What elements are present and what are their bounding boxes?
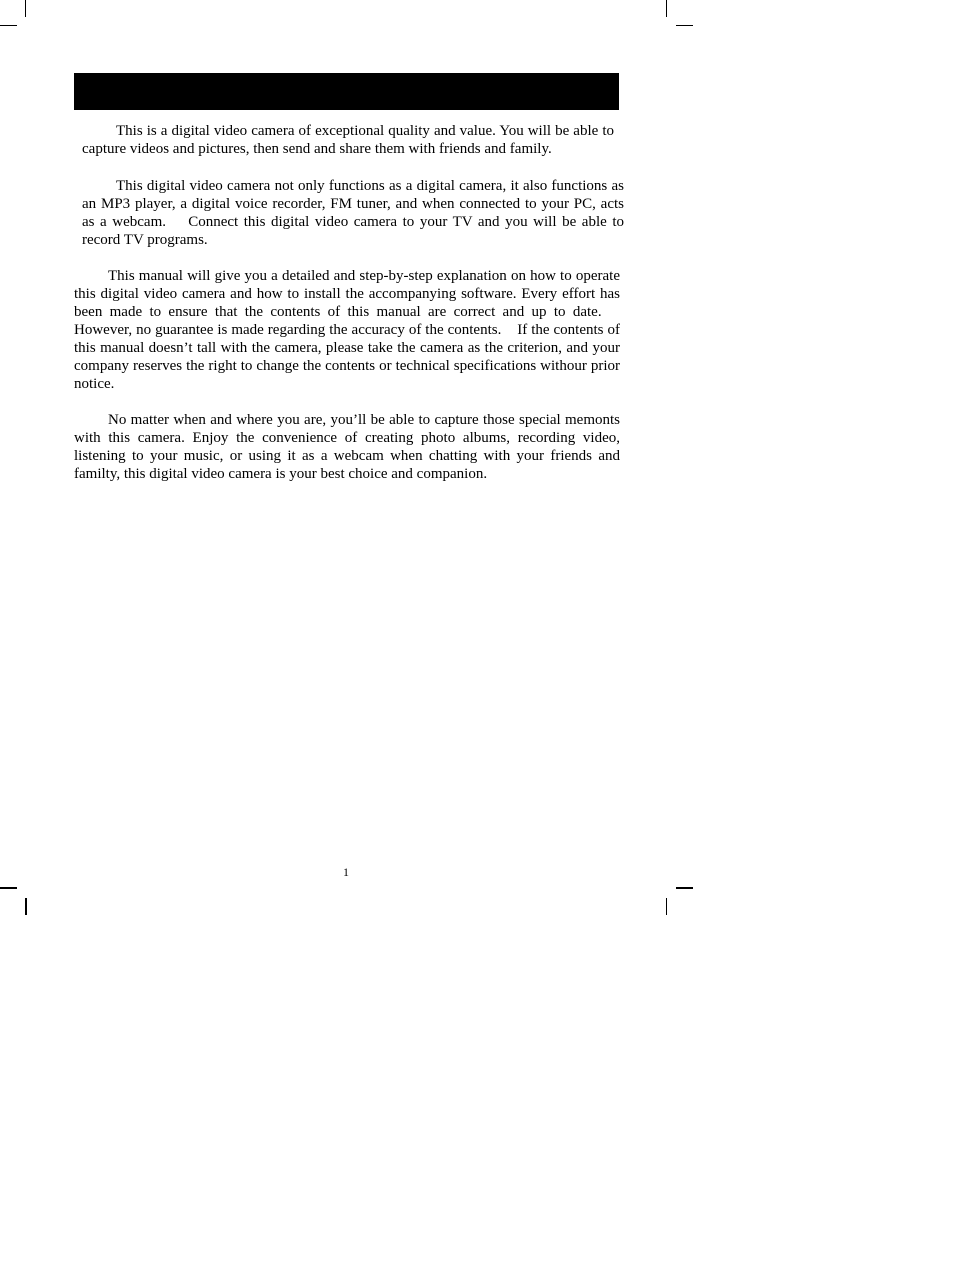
crop-mark-bottom-right-horizontal bbox=[676, 887, 693, 889]
crop-mark-top-left-vertical bbox=[25, 0, 26, 17]
page-number: 1 bbox=[343, 865, 349, 879]
intro-paragraph-1: This is a digital video camera of exceptional quality and value. You will be able to capture videos and pictures, then send and share them with friends and family. bbox=[82, 123, 614, 157]
crop-mark-bottom-left-vertical bbox=[25, 898, 27, 915]
crop-mark-bottom-left-horizontal bbox=[0, 887, 17, 889]
crop-mark-top-right-vertical bbox=[666, 0, 667, 17]
intro-paragraph-2: This digital video camera not only functions as a digital camera, it also functions as an MP3 player, a digital voice recorder, FM tuner, and when connected to your PC, acts as a webcam. Connect this digital video camera to your TV and you will be able to record TV programs. bbox=[82, 178, 624, 248]
crop-mark-top-right-horizontal bbox=[676, 25, 693, 26]
section-header-bar bbox=[74, 73, 619, 110]
crop-mark-top-left-horizontal bbox=[0, 25, 17, 26]
intro-paragraph-4: No matter when and where you are, you’ll be able to capture those special memonts with this camera. Enjoy the convenience of creating photo albums, recording video, listening to your music, or using it as a webcam when chatting with your friends and familty, this digital video camera is your best choice and companion. bbox=[74, 412, 620, 482]
crop-mark-bottom-right-vertical bbox=[666, 898, 667, 915]
intro-paragraph-3: This manual will give you a detailed and step-by-step explanation on how to operate this digital video camera and how to install the accompanying software. Every effort has been made to ensure that the contents of this manual are correct and up to date. However, no guarantee is made regarding the accuracy of the contents. If the contents of this manual doesn’t tall with the camera, please take the camera as the criterion, and your company reserves the right to change the contents or technical specifications withour prior notice. bbox=[74, 268, 620, 392]
